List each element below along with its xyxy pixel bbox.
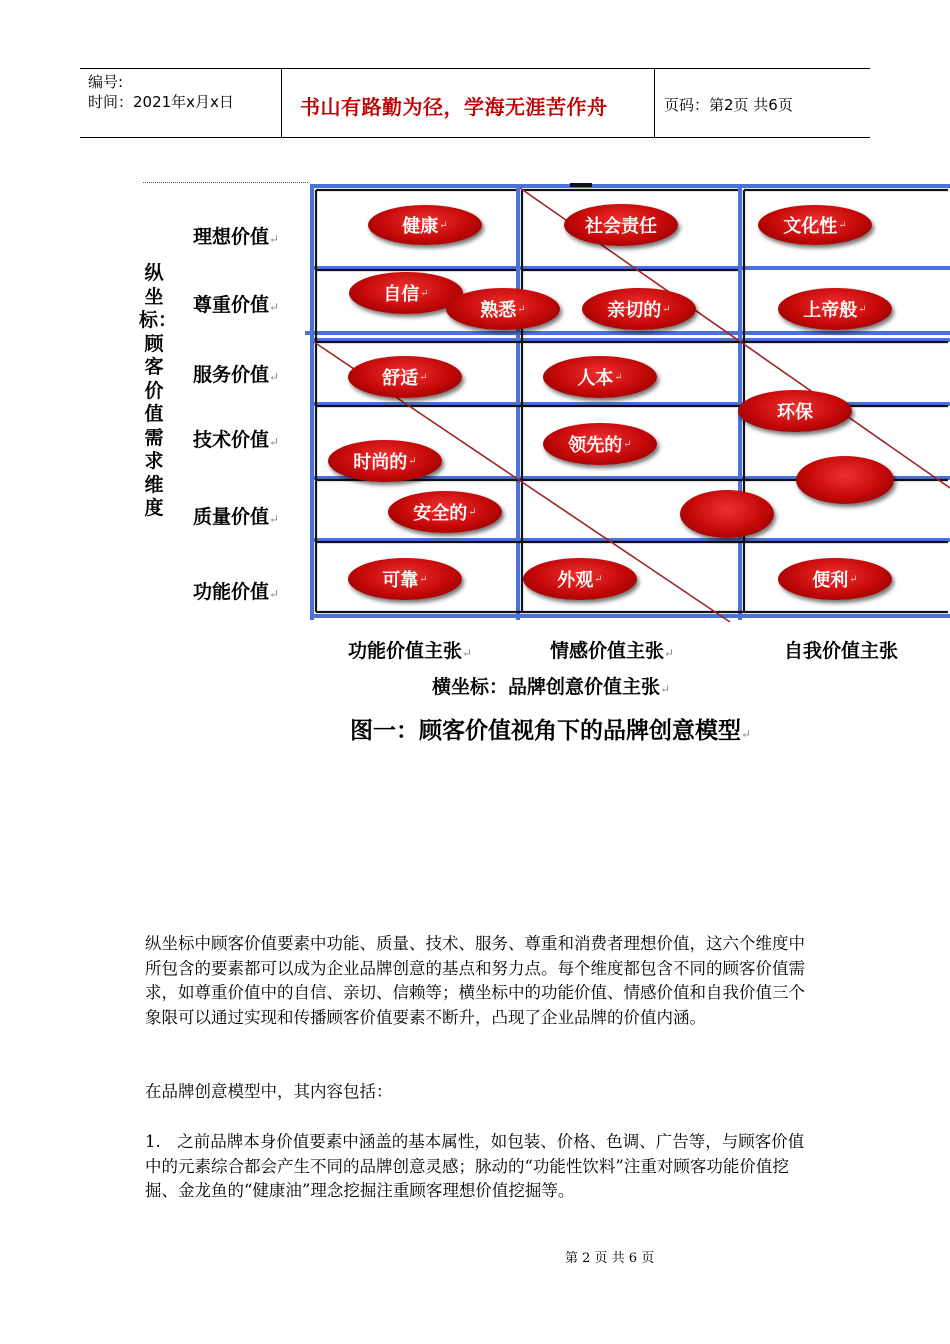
oval-familiar: 熟悉 ↵ (446, 288, 560, 330)
number-label: 编号: (88, 73, 124, 91)
oval-safe: 安全的 ↵ (388, 491, 502, 533)
oval-culture: 文化性 ↵ (758, 205, 872, 245)
y-label-function: 功能价值↵ (193, 581, 280, 603)
oval-reliable: 可靠 ↵ (348, 558, 462, 600)
paragraph-1: 纵坐标中顾客价值要素中功能、质量、技术、服务、尊重和消费者理想价值，这六个维度中所包含的要素都可以成为企业品牌创意的基点和努力点。每个维度都包含不同的顾客价值需求，如尊重价值中的自信、亲切、信赖等；横坐标中的功能价值、情感价值和自我价值三个象限可以通过实现和传播顾客价值要素不断升，凸现了企业品牌的价值内涵。 (145, 934, 805, 1027)
oval-confidence: 自信 ↵ (349, 272, 463, 314)
oval-health: 健康 ↵ (368, 205, 482, 245)
oval-blank (796, 456, 894, 504)
oval-leading: 领先的 ↵ (543, 423, 657, 465)
y-label-quality: 质量价值↵ (193, 506, 280, 528)
y-label-technology: 技术价值↵ (193, 429, 280, 451)
oval-kind: 亲切的 ↵ (582, 288, 696, 330)
page-footer: 第 2 页 共 6 页 (565, 1251, 655, 1266)
x-label-emotion: 情感价值主张↵ (550, 640, 675, 662)
paragraph-2: 在品牌创意模型中，其内容包括： (145, 1082, 393, 1101)
motto: 书山有路勤为径，学海无涯苦作舟 (300, 95, 608, 119)
date-label: 时间：2021年x月x日 (88, 93, 234, 111)
oval-eco: 环保 (738, 390, 852, 432)
y-label-ideal: 理想价值↵ (193, 226, 280, 248)
page-label: 页码：第2页 共6页 (664, 96, 793, 114)
y-label-service: 服务价值↵ (193, 364, 280, 386)
oval-fashionable: 时尚的 ↵ (328, 440, 442, 482)
oval-convenient: 便利 ↵ (778, 558, 892, 600)
oval-social-responsibility: 社会责任 (564, 204, 678, 246)
oval-godlike: 上帝般 ↵ (778, 288, 892, 330)
oval-appearance: 外观 ↵ (523, 558, 637, 600)
oval-comfortable: 舒适 ↵ (348, 356, 462, 398)
figure-caption: 图一：顾客价值视角下的品牌创意模型↵ (350, 717, 752, 744)
x-label-self: 自我价值主张 (784, 640, 899, 662)
y-axis-title: 纵坐标：顾客价值需求维度 (139, 262, 178, 519)
x-axis-title: 横坐标：品牌创意价值主张↵ (432, 676, 671, 698)
paragraph-3: 1. 之前品牌本身价值要素中涵盖的基本属性，如包装、价格、色调、广告等，与顾客价值中的元素综合都会产生不同的品牌创意灵感；脉动的“功能性饮料”注重对顾客功能价值挖掘、金龙鱼的“健康油”理念挖掘注重顾客理想价值挖掘等。 (145, 1132, 805, 1200)
oval-blank (680, 490, 774, 538)
x-label-function: 功能价值主张↵ (348, 640, 473, 662)
y-label-respect: 尊重价值↵ (193, 294, 280, 316)
oval-human-oriented: 人本 ↵ (543, 356, 657, 398)
